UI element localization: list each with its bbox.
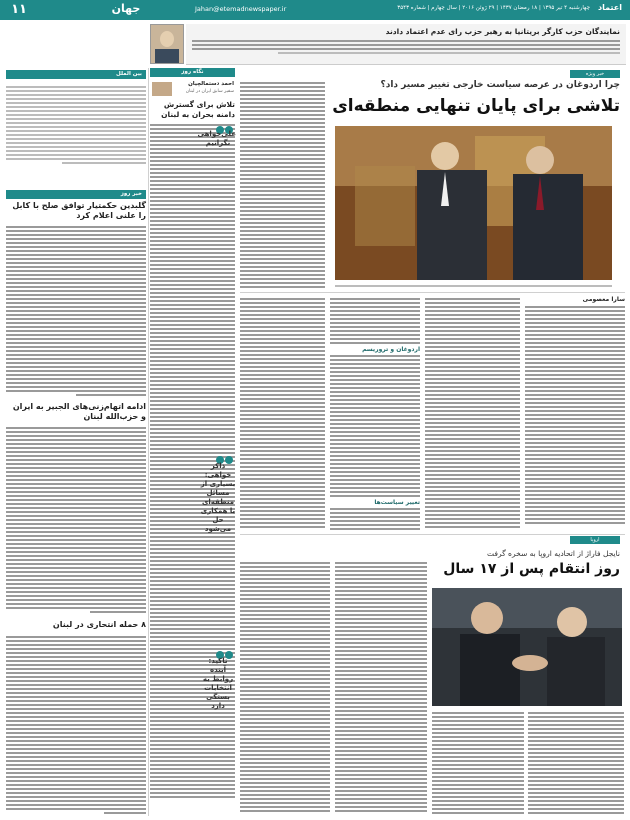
second-story-headline: روز انتقام پس از ۱۷ سال	[443, 561, 620, 577]
second-story-col-1	[240, 560, 330, 815]
dateline: چهارشنبه ۴ تیر ۱۳۹۵ | ۱۸ رمضان ۱۴۳۷ | ۲۹ ژوئن ۲۰۱۶ | سال چهارم | شماره ۳۵۴۳	[397, 5, 590, 11]
brief-text	[192, 38, 620, 56]
main-story-col-left	[240, 80, 325, 290]
oped-author-role: سفیر سابق ایران در لبنان	[185, 89, 234, 94]
column-divider	[148, 68, 149, 816]
main-story-kicker: چرا اردوغان در عرصه سیاست خارجی تغییر مسیر داد؟	[380, 80, 620, 90]
second-story-col-3	[432, 710, 524, 815]
oped-title: تلاش برای گسترش دامنه بحران به لبنان	[161, 100, 235, 119]
left-story-3-title: ۸ حمله انتحاری در لبنان	[52, 620, 146, 629]
side-quote-3-wrap	[200, 657, 236, 711]
quote-icon-1	[205, 120, 235, 130]
side-quote-2: ذاکر خواهی: بسیاری از مسائل منطقه‌ای با همکاری حل می‌شود	[200, 462, 236, 533]
left-column-head-2: خبر روز	[6, 190, 146, 199]
oped-tag: نگاه روز	[150, 68, 235, 77]
left-story-1-title: گلبدین حکمتیار توافق صلح با کابل را علنی اعلام کرد	[12, 201, 146, 220]
main-story-headline: تلاشی برای پایان تنهایی منطقه‌ای	[332, 96, 620, 116]
main-story-col-2	[330, 296, 420, 532]
second-story-kicker: نایجل فاراژ از اتحادیه اروپا به سخره گرفت	[487, 549, 620, 558]
side-quote-2-wrap	[200, 462, 236, 534]
second-story-col-4	[528, 710, 624, 815]
oped-author-photo	[152, 82, 172, 96]
left-column-head-1: بین الملل	[6, 70, 146, 79]
left-story-3-text	[6, 634, 146, 814]
main-story-col-4	[525, 296, 625, 532]
oped-author: احمد دستمالچیان	[188, 81, 234, 87]
main-story-col-3	[425, 296, 520, 532]
side-quote-1: علی‌خواهی نگرانیم	[197, 130, 236, 147]
brief-title: نمایندگان حزب کارگر بریتانیا به رهبر حزب رای عدم اعتماد دادند	[385, 27, 620, 36]
second-story-photo	[432, 588, 622, 706]
main-story-subhead-1: تغییر سیاست‌ها	[374, 499, 420, 506]
quote-icon-2	[205, 450, 235, 460]
side-quote-1-wrap	[197, 130, 236, 148]
news-brief	[186, 24, 626, 65]
page-number: ۱۱	[11, 2, 27, 17]
main-story-subhead-2: اردوغان و تروریسم	[362, 346, 420, 353]
main-story-photo-caption	[335, 282, 612, 290]
second-story-tag: اروپا	[570, 536, 620, 544]
divider	[240, 292, 625, 293]
section-title: جهان	[111, 2, 141, 15]
quote-icon-3	[205, 645, 235, 655]
left-column-list	[6, 82, 146, 192]
main-story-tag: خبر ویژه	[570, 70, 620, 78]
main-story-photo	[335, 126, 612, 280]
second-story-col-2	[335, 560, 427, 815]
left-story-2-text	[6, 425, 146, 615]
section-email[interactable]: Jahan@etemadnewspaper.ir	[195, 5, 287, 13]
newspaper-logo: اعتماد	[598, 3, 622, 12]
side-quote-3: تاکید: آینده روابط به انتخابات بستگی دارد	[202, 657, 234, 710]
divider	[240, 534, 625, 535]
main-story-col-1	[240, 296, 325, 532]
left-story-2-title: ادامه اتهام‌زنی‌های الجبیر به ایران و حزب‌الله لبنان	[12, 402, 146, 421]
main-story-author: سارا معصومی	[582, 296, 625, 303]
left-story-1-text	[6, 224, 146, 399]
brief-photo	[150, 24, 184, 64]
